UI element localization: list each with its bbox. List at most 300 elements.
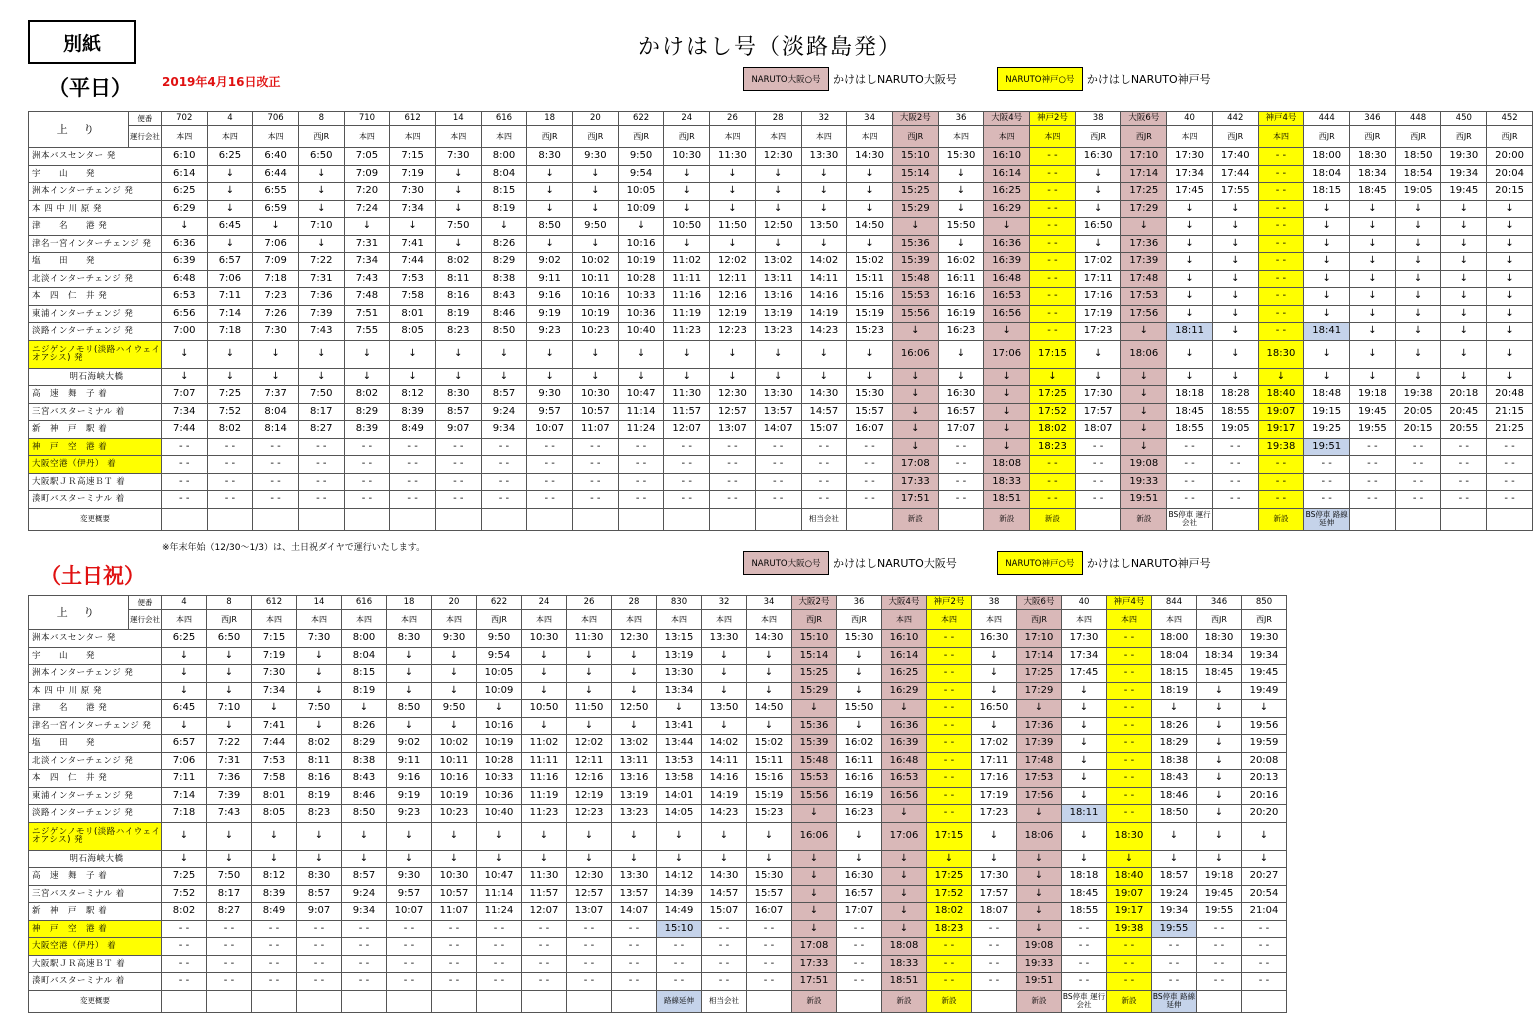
time-cell: 16:11 — [938, 270, 984, 288]
remarks-label: 変更概要 — [29, 990, 162, 1012]
time-cell: ↓ — [882, 700, 927, 718]
table-row — [29, 752, 1287, 770]
time-cell: - - — [755, 438, 801, 456]
remark-cell: BS停車 運行会社 — [1062, 990, 1107, 1012]
time-cell: - - — [567, 920, 612, 938]
time-cell: ↓ — [938, 200, 984, 218]
time-cell: ↓ — [792, 920, 837, 938]
time-cell: 10:09 — [618, 200, 664, 218]
time-cell: - - — [435, 456, 481, 474]
time-cell: ↓ — [755, 235, 801, 253]
time-cell: - - — [927, 647, 972, 665]
time-cell: 14:49 — [657, 903, 702, 921]
trip-no: 36 — [837, 596, 882, 610]
time-cell: 9:50 — [432, 700, 477, 718]
time-cell: ↓ — [938, 235, 984, 253]
remark-cell — [1395, 508, 1441, 530]
time-cell: 7:24 — [344, 200, 390, 218]
time-cell: ↓ — [1197, 700, 1242, 718]
time-cell: - - — [1441, 473, 1487, 491]
time-cell: 16:23 — [938, 323, 984, 341]
remark-cell — [477, 990, 522, 1012]
time-cell: - - — [527, 473, 573, 491]
time-cell: 19:51 — [1017, 973, 1062, 991]
time-cell: 18:15 — [1304, 183, 1350, 201]
time-cell: ↓ — [882, 805, 927, 823]
trip-no: 18 — [387, 596, 432, 610]
time-cell: - - — [344, 473, 390, 491]
time-cell: ↓ — [664, 183, 710, 201]
time-cell: 18:23 — [927, 920, 972, 938]
trip-no: 大阪4号 — [882, 596, 927, 610]
time-cell: 18:43 — [1152, 770, 1197, 788]
time-cell: 17:33 — [892, 473, 938, 491]
time-cell: 8:46 — [481, 305, 527, 323]
trip-operator: 本四 — [882, 610, 927, 630]
time-cell: 9:11 — [387, 752, 432, 770]
time-cell: 15:19 — [747, 787, 792, 805]
time-cell: ↓ — [1395, 340, 1441, 368]
weekday-heading: （平日） — [48, 76, 132, 100]
time-cell: 7:36 — [207, 770, 252, 788]
trip-operator: 西JR — [298, 126, 344, 148]
remark-cell — [162, 990, 207, 1012]
time-cell: 19:55 — [1350, 421, 1396, 439]
time-cell: - - — [252, 955, 297, 973]
time-cell: 10:50 — [664, 218, 710, 236]
time-cell: 17:51 — [792, 973, 837, 991]
time-cell: 15:11 — [847, 270, 893, 288]
time-cell: 15:56 — [792, 787, 837, 805]
time-cell: ↓ — [342, 822, 387, 850]
time-cell: 15:53 — [892, 288, 938, 306]
time-cell: - - — [1441, 491, 1487, 509]
time-cell: 8:19 — [297, 787, 342, 805]
time-cell: 17:16 — [972, 770, 1017, 788]
remark-cell — [1487, 508, 1533, 530]
time-cell: - - — [972, 920, 1017, 938]
time-cell: - - — [1258, 235, 1304, 253]
time-cell: 8:05 — [252, 805, 297, 823]
time-cell: - - — [710, 473, 756, 491]
time-cell: 6:45 — [207, 218, 253, 236]
time-cell: 7:11 — [207, 288, 253, 306]
time-cell: ↓ — [657, 700, 702, 718]
time-cell: ↓ — [1395, 270, 1441, 288]
time-cell: - - — [927, 770, 972, 788]
time-cell: 8:49 — [252, 903, 297, 921]
time-cell: - - — [1395, 491, 1441, 509]
time-cell: - - — [702, 973, 747, 991]
time-cell: ↓ — [710, 200, 756, 218]
time-cell: - - — [297, 973, 342, 991]
time-cell: ↓ — [801, 165, 847, 183]
time-cell: - - — [847, 491, 893, 509]
time-cell: - - — [435, 473, 481, 491]
time-cell: 7:31 — [344, 235, 390, 253]
station-name: 高 速 舞 子 着 — [29, 386, 162, 404]
remark-cell — [387, 990, 432, 1012]
trip-no: 702 — [161, 112, 207, 126]
time-cell: 14:12 — [657, 868, 702, 886]
time-cell: 7:50 — [207, 868, 252, 886]
time-cell: ↓ — [1258, 368, 1304, 386]
trip-no-label: 便番 — [128, 112, 161, 126]
time-cell: 12:30 — [612, 630, 657, 648]
time-cell: 7:58 — [252, 770, 297, 788]
time-cell: 19:33 — [1121, 473, 1167, 491]
time-cell: 15:57 — [747, 885, 792, 903]
weekend-heading: （土日祝） — [40, 564, 145, 588]
time-cell: 14:19 — [801, 305, 847, 323]
time-cell: - - — [207, 491, 253, 509]
time-cell: ↓ — [527, 200, 573, 218]
time-cell: 10:40 — [477, 805, 522, 823]
time-cell: ↓ — [837, 717, 882, 735]
time-cell: - - — [1030, 165, 1076, 183]
time-cell: ↓ — [1350, 368, 1396, 386]
time-cell: ↓ — [755, 165, 801, 183]
time-cell: 19:56 — [1242, 717, 1287, 735]
time-cell: ↓ — [162, 647, 207, 665]
time-cell: 7:30 — [297, 630, 342, 648]
time-cell: 7:07 — [161, 386, 207, 404]
time-cell: 13:53 — [657, 752, 702, 770]
time-cell: ↓ — [1197, 805, 1242, 823]
time-cell: 11:07 — [573, 421, 619, 439]
time-cell: - - — [298, 456, 344, 474]
time-cell: ↓ — [297, 665, 342, 683]
time-cell: ↓ — [882, 868, 927, 886]
time-cell: 18:50 — [1152, 805, 1197, 823]
time-cell: 17:56 — [1017, 787, 1062, 805]
time-cell: 11:23 — [664, 323, 710, 341]
station-name: 明石海峡大橋 — [29, 850, 162, 868]
time-cell: 8:30 — [387, 630, 432, 648]
time-cell: ↓ — [1152, 850, 1197, 868]
time-cell: 18:48 — [1304, 386, 1350, 404]
time-cell: 9:50 — [618, 148, 664, 166]
time-cell: ↓ — [837, 682, 882, 700]
remark-cell: 新設 — [792, 990, 837, 1012]
time-cell: ↓ — [984, 403, 1030, 421]
time-cell: 15:50 — [837, 700, 882, 718]
time-cell: 17:07 — [938, 421, 984, 439]
trip-no-label: 便番 — [129, 596, 162, 610]
time-cell: 7:50 — [297, 700, 342, 718]
time-cell: 7:06 — [253, 235, 299, 253]
time-cell: ↓ — [984, 421, 1030, 439]
time-cell: 15:25 — [792, 665, 837, 683]
time-cell: ↓ — [847, 340, 893, 368]
time-cell: 9:30 — [527, 386, 573, 404]
time-cell: ↓ — [252, 850, 297, 868]
weekday-timetable — [28, 111, 1533, 531]
trip-no: 32 — [801, 112, 847, 126]
time-cell: ↓ — [892, 421, 938, 439]
remark-cell — [664, 508, 710, 530]
remark-cell: 新設 — [1107, 990, 1152, 1012]
time-cell: 15:02 — [747, 735, 792, 753]
time-cell: ↓ — [612, 822, 657, 850]
time-cell: 9:50 — [477, 630, 522, 648]
time-cell: 8:23 — [297, 805, 342, 823]
time-cell: 8:30 — [435, 386, 481, 404]
time-cell: ↓ — [1030, 368, 1076, 386]
time-cell: 8:12 — [390, 386, 436, 404]
time-cell: 9:54 — [477, 647, 522, 665]
time-cell: - - — [755, 456, 801, 474]
time-cell: 16:39 — [882, 735, 927, 753]
time-cell: ↓ — [938, 368, 984, 386]
time-cell: - - — [1258, 491, 1304, 509]
time-cell: 17:55 — [1212, 183, 1258, 201]
station-name: 洲本バスセンター 発 — [29, 148, 162, 166]
time-cell: 8:38 — [342, 752, 387, 770]
remark-cell — [344, 508, 390, 530]
time-cell: ↓ — [1487, 340, 1533, 368]
time-cell: 18:11 — [1167, 323, 1213, 341]
time-cell: ↓ — [207, 647, 252, 665]
station-name: 神 戸 空 港 着 — [29, 438, 162, 456]
trip-no: 26 — [710, 112, 756, 126]
time-cell: - - — [801, 491, 847, 509]
time-cell: 9:30 — [573, 148, 619, 166]
time-cell: - - — [612, 938, 657, 956]
time-cell: ↓ — [612, 682, 657, 700]
time-cell: ↓ — [612, 717, 657, 735]
remark-cell — [252, 990, 297, 1012]
time-cell: ↓ — [1017, 700, 1062, 718]
time-cell: ↓ — [892, 438, 938, 456]
time-cell: ↓ — [892, 323, 938, 341]
time-cell: 18:34 — [1197, 647, 1242, 665]
time-cell: 12:16 — [710, 288, 756, 306]
time-cell: ↓ — [207, 200, 253, 218]
time-cell: ↓ — [938, 340, 984, 368]
time-cell: ↓ — [792, 850, 837, 868]
time-cell: 13:50 — [702, 700, 747, 718]
time-cell: 19:08 — [1017, 938, 1062, 956]
time-cell: 10:36 — [477, 787, 522, 805]
time-cell: 7:09 — [344, 165, 390, 183]
time-cell: ↓ — [1197, 850, 1242, 868]
station-name: ニジゲンノモリ(淡路ハイウェイオアシス) 発 — [29, 340, 162, 368]
trip-no: 神戸2号 — [1030, 112, 1076, 126]
time-cell: 7:44 — [390, 253, 436, 271]
time-cell: ↓ — [702, 822, 747, 850]
station-name: 三宮バスターミナル 着 — [29, 885, 162, 903]
time-cell: 16:56 — [984, 305, 1030, 323]
time-cell: - - — [1030, 323, 1076, 341]
time-cell: 6:44 — [253, 165, 299, 183]
time-cell: ↓ — [435, 235, 481, 253]
time-cell: ↓ — [1062, 682, 1107, 700]
time-cell: - - — [927, 938, 972, 956]
time-cell: - - — [972, 938, 1017, 956]
time-cell: - - — [387, 920, 432, 938]
time-cell: - - — [1167, 456, 1213, 474]
time-cell: ↓ — [755, 183, 801, 201]
time-cell: ↓ — [390, 340, 436, 368]
time-cell: - - — [297, 920, 342, 938]
table-row — [29, 717, 1287, 735]
time-cell: - - — [207, 938, 252, 956]
time-cell: 19:45 — [1441, 183, 1487, 201]
time-cell: 6:53 — [161, 288, 207, 306]
time-cell: - - — [1258, 305, 1304, 323]
time-cell: - - — [1242, 955, 1287, 973]
time-cell: 18:40 — [1107, 868, 1152, 886]
time-cell: ↓ — [207, 850, 252, 868]
time-cell: 17:10 — [1121, 148, 1167, 166]
time-cell: ↓ — [298, 368, 344, 386]
time-cell: 20:15 — [1395, 421, 1441, 439]
time-cell: 17:56 — [1121, 305, 1167, 323]
time-cell: - - — [747, 920, 792, 938]
time-cell: 17:15 — [1030, 340, 1076, 368]
trip-no: 34 — [847, 112, 893, 126]
table-row — [29, 938, 1287, 956]
time-cell: ↓ — [252, 700, 297, 718]
time-cell: 7:30 — [435, 148, 481, 166]
time-cell: - - — [702, 955, 747, 973]
trip-operator: 西JR — [837, 610, 882, 630]
trip-operator: 西JR — [664, 126, 710, 148]
legend-kobe-text: かけはしNARUTO神戸号 — [1086, 73, 1211, 86]
time-cell: 9:57 — [527, 403, 573, 421]
time-cell: 18:46 — [1152, 787, 1197, 805]
trip-operator: 本四 — [387, 610, 432, 630]
time-cell: - - — [527, 438, 573, 456]
time-cell: ↓ — [435, 183, 481, 201]
time-cell: - - — [1258, 218, 1304, 236]
time-cell: 7:30 — [390, 183, 436, 201]
time-cell: ↓ — [298, 183, 344, 201]
time-cell: ↓ — [1487, 253, 1533, 271]
time-cell: - - — [1350, 456, 1396, 474]
time-cell: - - — [1258, 183, 1304, 201]
time-cell: ↓ — [1304, 253, 1350, 271]
time-cell: 11:11 — [664, 270, 710, 288]
time-cell: - - — [162, 955, 207, 973]
trip-operator: 本四 — [481, 126, 527, 148]
station-name: 塩 田 発 — [29, 735, 162, 753]
trip-no: 4 — [207, 112, 253, 126]
time-cell: 17:25 — [927, 868, 972, 886]
time-cell: ↓ — [435, 200, 481, 218]
trip-no: 38 — [972, 596, 1017, 610]
trip-operator: 西JR — [1017, 610, 1062, 630]
table-row — [29, 885, 1287, 903]
time-cell: ↓ — [1212, 288, 1258, 306]
time-cell: 8:30 — [527, 148, 573, 166]
time-cell: 16:53 — [882, 770, 927, 788]
time-cell: - - — [522, 920, 567, 938]
time-cell: 8:19 — [342, 682, 387, 700]
time-cell: - - — [432, 973, 477, 991]
time-cell: ↓ — [1075, 235, 1121, 253]
station-name: 洲本インターチェンジ 発 — [29, 183, 162, 201]
time-cell: ↓ — [1304, 235, 1350, 253]
time-cell: 17:51 — [892, 491, 938, 509]
time-cell: ↓ — [1242, 700, 1287, 718]
trip-operator: 本四 — [1152, 610, 1197, 630]
time-cell: ↓ — [1197, 770, 1242, 788]
time-cell: - - — [1030, 491, 1076, 509]
trip-no: 452 — [1487, 112, 1533, 126]
time-cell: 7:25 — [207, 386, 253, 404]
table-row — [29, 438, 1533, 456]
time-cell: ↓ — [207, 165, 253, 183]
time-cell: 7:44 — [161, 421, 207, 439]
time-cell: 6:50 — [207, 630, 252, 648]
time-cell: 7:30 — [252, 665, 297, 683]
time-cell: 15:14 — [792, 647, 837, 665]
time-cell: 8:11 — [435, 270, 481, 288]
time-cell: ↓ — [984, 368, 1030, 386]
time-cell: 16:10 — [984, 148, 1030, 166]
time-cell: 18:18 — [1167, 386, 1213, 404]
time-cell: 10:30 — [432, 868, 477, 886]
time-cell: 17:23 — [1075, 323, 1121, 341]
time-cell: 7:51 — [344, 305, 390, 323]
remark-cell — [522, 990, 567, 1012]
time-cell: 19:51 — [1121, 491, 1167, 509]
time-cell: 18:08 — [984, 456, 1030, 474]
table-row — [29, 665, 1287, 683]
time-cell: 18:33 — [984, 473, 1030, 491]
time-cell: - - — [1304, 491, 1350, 509]
trip-no: 20 — [573, 112, 619, 126]
remark-cell — [297, 990, 342, 1012]
trip-operator: 西JR — [477, 610, 522, 630]
time-cell: 15:16 — [747, 770, 792, 788]
time-cell: - - — [1258, 165, 1304, 183]
time-cell: - - — [1030, 148, 1076, 166]
time-cell: - - — [664, 491, 710, 509]
time-cell: 9:23 — [527, 323, 573, 341]
time-cell: ↓ — [702, 647, 747, 665]
station-name: 北淡インターチェンジ 発 — [29, 752, 162, 770]
time-cell: 11:14 — [618, 403, 664, 421]
time-cell: 8:15 — [342, 665, 387, 683]
time-cell: - - — [1441, 456, 1487, 474]
time-cell: - - — [837, 920, 882, 938]
time-cell: 8:49 — [390, 421, 436, 439]
time-cell: 18:30 — [1197, 630, 1242, 648]
time-cell: - - — [207, 920, 252, 938]
time-cell: 12:23 — [567, 805, 612, 823]
time-cell: 9:50 — [573, 218, 619, 236]
time-cell: 15:39 — [892, 253, 938, 271]
time-cell: ↓ — [747, 822, 792, 850]
table-row — [29, 647, 1287, 665]
time-cell: ↓ — [702, 682, 747, 700]
trip-operator: 西JR — [1212, 126, 1258, 148]
time-cell: - - — [618, 473, 664, 491]
time-cell: 18:45 — [1197, 665, 1242, 683]
time-cell: 7:06 — [162, 752, 207, 770]
time-cell: - - — [612, 955, 657, 973]
time-cell: - - — [1197, 938, 1242, 956]
time-cell: - - — [1258, 288, 1304, 306]
station-name: 津 名 港 発 — [29, 218, 162, 236]
time-cell: ↓ — [1487, 288, 1533, 306]
time-cell: - - — [387, 973, 432, 991]
time-cell: 17:40 — [1212, 148, 1258, 166]
time-cell: ↓ — [387, 850, 432, 868]
